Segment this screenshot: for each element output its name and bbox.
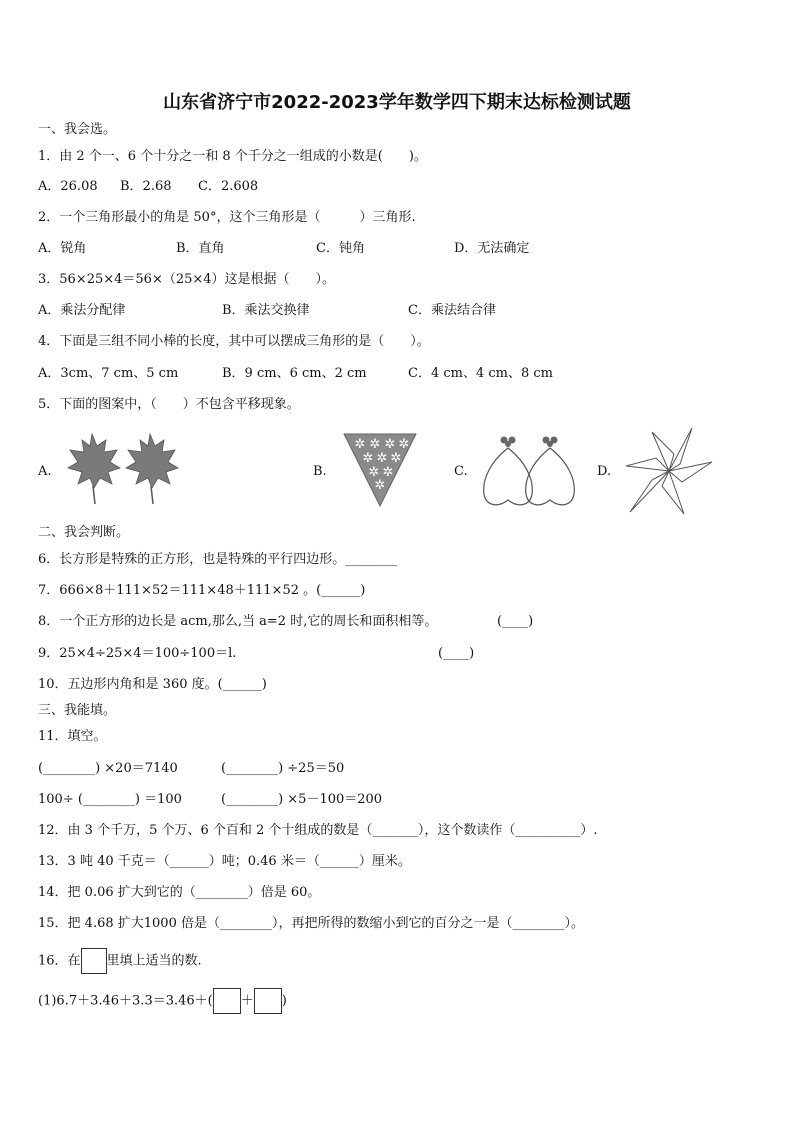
q16-equation (38, 988, 287, 1015)
section-heading-1: 一、我会选。 (38, 122, 117, 137)
question-14: 14．把 0.06 扩大到它的（________）倍是 60。 (38, 885, 321, 900)
svg-text:✲: ✲ (376, 451, 388, 466)
svg-text:✲: ✲ (384, 437, 396, 452)
svg-text:✲: ✲ (368, 465, 380, 480)
svg-text:✲: ✲ (382, 465, 394, 480)
svg-text:✲: ✲ (362, 451, 374, 466)
q2-option-a: A．锐角 (38, 241, 87, 256)
svg-text:✲: ✲ (398, 437, 410, 452)
q5-option-a: A. (38, 464, 52, 479)
q4-option-a: A．3cm、7 cm、5 cm (38, 366, 179, 381)
q1-option-c: C．2.608 (198, 179, 259, 194)
maple-leaves-figure (62, 430, 182, 508)
q1-option-b: B．2.68 (120, 179, 172, 194)
q5-option-b: B. (313, 464, 327, 479)
q5-option-d: D. (597, 464, 612, 479)
pinwheel-figure (622, 424, 716, 518)
question-1: 1．由 2 个一、6 个十分之一和 8 个千分之一组成的小数是( )。 (38, 149, 427, 164)
svg-text:✲: ✲ (390, 451, 402, 466)
q8-answer-blank: (____) (497, 614, 534, 629)
q11-row2-right: (________) ×5－100＝200 (221, 792, 383, 807)
q16-equation-text: (1)6.7＋3.46＋3.3＝3.46＋( (38, 993, 213, 1009)
triangle-snowflake-figure (342, 432, 418, 508)
heart-bags-figure (480, 432, 586, 512)
question-5: 5．下面的图案中，（ ）不包含平移现象。 (38, 397, 300, 412)
q11-row2-left: 100÷ (________) ＝100 (38, 792, 182, 807)
answer-box[interactable] (81, 948, 107, 974)
question-13: 13．3 吨 40 千克＝（______）吨；0.46 米＝（______）厘米。 (38, 854, 411, 869)
q3-option-a: A．乘法分配律 (38, 303, 126, 318)
question-8: 8．一个正方形的边长是 acm,那么,当 a=2 时,它的周长和面积相等。 (38, 614, 438, 629)
page-title: 山东省济宁市2022-2023学年数学四下期末达标检测试题 (163, 92, 631, 113)
q11-row1-left: (________) ×20＝7140 (38, 761, 178, 776)
q16-plus: ＋ (240, 993, 254, 1009)
q11-row1-right: (________) ÷25＝50 (221, 761, 345, 776)
q3-option-b: B．乘法交换律 (222, 303, 310, 318)
question-6: 6．长方形是特殊的正方形，也是特殊的平行四边形。________ (38, 552, 398, 567)
answer-box-1[interactable] (213, 988, 241, 1014)
question-9: 9．25×4÷25×4＝100÷100＝l. (38, 646, 237, 661)
question-7: 7．666×8＋111×52＝111×48＋111×52 。(______) (38, 583, 366, 598)
svg-text:✲: ✲ (354, 437, 366, 452)
question-2: 2．一个三角形最小的角是 50°，这个三角形是（ ）三角形. (38, 210, 416, 225)
q4-option-c: C．4 cm、4 cm、8 cm (408, 366, 553, 381)
question-16 (38, 948, 202, 975)
question-3: 3．56×25×4＝56×（25×4）这是根据（ ）。 (38, 272, 336, 287)
q16-prefix: 16．在 (38, 953, 81, 969)
question-10: 10．五边形内角和是 360 度。(______) (38, 677, 267, 692)
svg-text:✲: ✲ (369, 437, 381, 452)
answer-box-2[interactable] (254, 988, 282, 1014)
q3-option-c: C．乘法结合律 (408, 303, 496, 318)
q1-option-a: A．26.08 (38, 179, 98, 194)
question-11: 11．填空。 (38, 729, 107, 744)
q16-suffix: 里填上适当的数. (106, 953, 202, 969)
q4-option-b: B．9 cm、6 cm、2 cm (222, 366, 367, 381)
q5-option-c: C. (454, 464, 468, 479)
q2-option-b: B．直角 (176, 241, 225, 256)
section-heading-3: 三、我能填。 (38, 703, 117, 718)
q2-option-d: D．无法确定 (454, 241, 530, 256)
q9-answer-blank: (____) (438, 646, 475, 661)
svg-text:✲: ✲ (374, 478, 386, 493)
q16-close-paren: ) (281, 993, 287, 1009)
question-15: 15．把 4.68 扩大1000 倍是（________），再把所得的数缩小到它的百分之一是（________）。 (38, 916, 584, 931)
question-12: 12．由 3 个千万，5 个万、6 个百和 2 个十组成的数是（_______），这个数读作（__________）. (38, 823, 598, 838)
question-4: 4．下面是三组不同小棒的长度，其中可以摆成三角形的是（ ）。 (38, 334, 430, 349)
q2-option-c: C．钝角 (316, 241, 365, 256)
section-heading-2: 二、我会判断。 (38, 525, 130, 540)
